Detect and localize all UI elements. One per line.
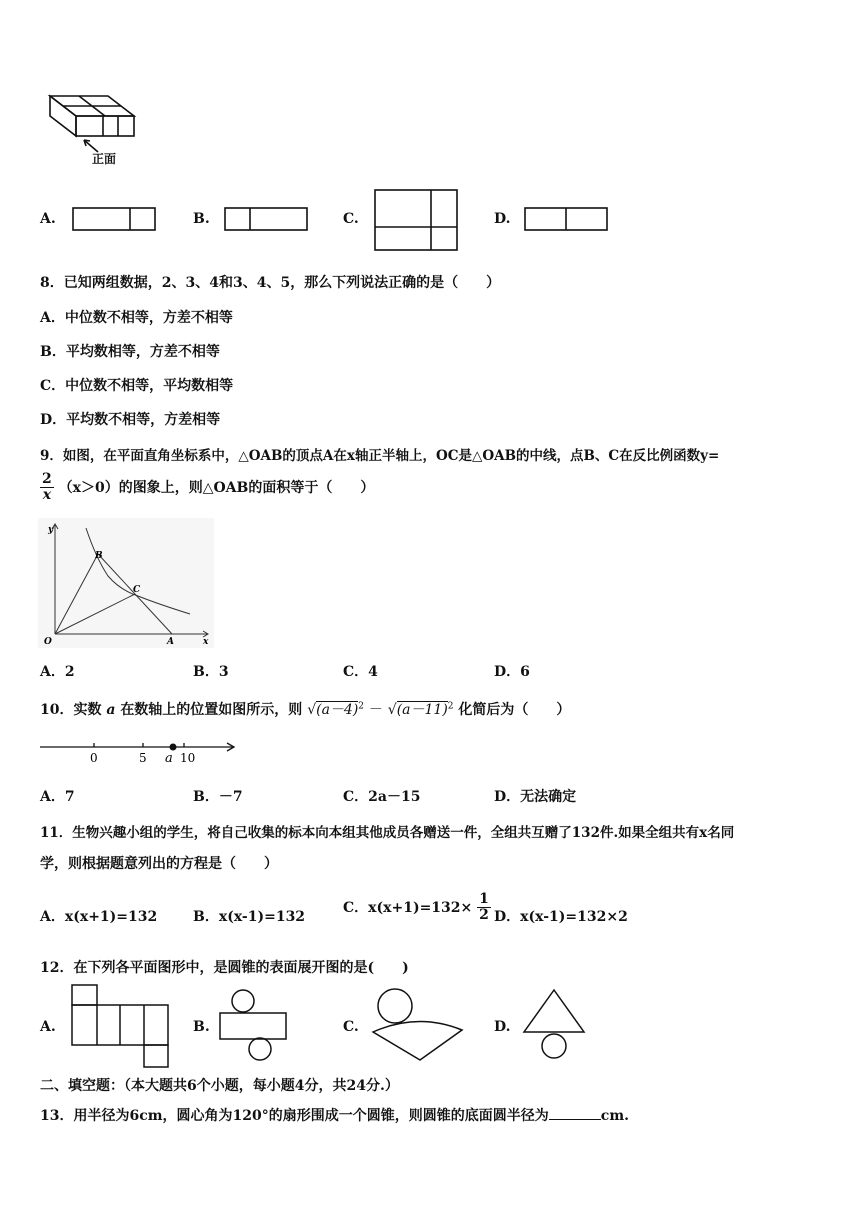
q9-graph-c-label: C — [133, 585, 141, 595]
q12-option-d-figure — [520, 988, 588, 1062]
q10-axis-label-5: 5 — [139, 751, 147, 765]
q9-option-b: B．3 — [193, 664, 229, 680]
q10-radical-1: $√(a-4)^2$ — [307, 701, 365, 718]
q10-option-c: C．2a－15 — [343, 789, 421, 805]
q7-option-a-label: A. — [40, 211, 56, 227]
q11-option-d: D．x(x-1)=132×2 — [494, 909, 628, 925]
q10-stem: 10．实数 a 在数轴上的位置如图所示，则 $√(a-4)^2 - √(a-11)^2$ 化简后为（ ） — [40, 701, 571, 718]
q9-graph-o-label: O — [44, 637, 52, 647]
q8-option-d: D．平均数不相等，方差相等 — [40, 412, 221, 428]
q10-number-line — [38, 738, 238, 768]
q10-var-a: a — [106, 702, 116, 718]
q11-option-a: A．x(x+1)=132 — [40, 909, 158, 925]
q7-option-d-label: D. — [494, 211, 511, 227]
q9-graph-a-label: A — [167, 637, 174, 647]
q10-option-a: A．7 — [40, 789, 75, 805]
q10-axis-label-a: a — [165, 751, 173, 766]
q9-graph — [38, 518, 214, 648]
q11-option-c: C．x(x+1)=132× $\frac{1}{2}$ — [343, 891, 489, 924]
q12-option-b-label: B. — [193, 1019, 210, 1035]
q10-radical-2: $√(a-11)^2$ — [387, 701, 454, 718]
q12-option-c-figure — [370, 988, 466, 1064]
q13-answer-blank[interactable] — [549, 1105, 601, 1120]
q8-option-c: C．中位数不相等，平均数相等 — [40, 378, 234, 394]
q13-stem: 13．用半径为6cm，圆心角为120°的扇形围成一个圆锥，则圆锥的底面圆半径为 cm. — [40, 1105, 629, 1125]
q8-option-b: B．平均数相等，方差不相等 — [40, 344, 220, 360]
q9-fraction — [40, 472, 54, 504]
q11-stem-line2: 学，则根据题意列出的方程是（ ） — [40, 856, 278, 872]
q7-option-b-label: B. — [193, 211, 210, 227]
q10-axis-label-0: 0 — [90, 751, 98, 765]
section2-heading: 二、填空题：（本大题共6个小题，每小题4分，共24分.） — [40, 1078, 399, 1094]
q10-axis-label-10: 10 — [180, 751, 196, 765]
q9-stem-line2 — [40, 472, 374, 504]
q11-option-c-fraction: $\frac{1}{2}$ — [479, 891, 489, 924]
q7-front-label: 正面 — [92, 152, 117, 166]
q12-option-a-figure — [68, 984, 170, 1070]
q8-option-a: A．中位数不相等，方差不相等 — [40, 310, 233, 326]
q9-option-c: C．4 — [343, 664, 378, 680]
q12-option-b-figure — [218, 988, 288, 1062]
q7-option-d-figure — [524, 207, 608, 233]
q9-fraction-numerator: 2 — [42, 471, 52, 487]
q9-stem-line1: 9．如图，在平面直角坐标系中，△OAB的顶点A在x轴正半轴上，OC是△OAB的中线，点B、C在反比例函数y= — [40, 448, 720, 464]
q9-graph-b-label: B — [95, 551, 103, 561]
q12-option-c-label: C. — [343, 1019, 359, 1035]
q7-option-b-figure — [224, 207, 308, 233]
q12-stem: 12．在下列各平面图形中，是圆锥的表面展开图的是( ) — [40, 960, 409, 976]
q7-option-c-label: C. — [343, 211, 359, 227]
q9-graph-x-label: x — [203, 637, 209, 647]
q10-option-d: D．无法确定 — [494, 789, 577, 805]
q8-stem: 8．已知两组数据，2、3、4和3、4、5，那么下列说法正确的是（ ） — [40, 275, 501, 291]
q11-stem-line1: 11．生物兴趣小组的学生，将自己收集的标本向本组其他成员各赠送一件，全组共互赠了132件.如果全组共有x名同 — [40, 825, 735, 841]
q9-graph-y-label: y — [48, 525, 54, 535]
q12-option-a-label: A. — [40, 1019, 56, 1035]
q11-option-b: B．x(x-1)=132 — [193, 909, 306, 925]
q12-option-d-label: D. — [494, 1019, 511, 1035]
q9-option-a: A．2 — [40, 664, 75, 680]
q9-option-d: D．6 — [494, 664, 530, 680]
q9-stem-line2-text: （x＞0）的图象上，则△OAB的面积等于（ ） — [58, 479, 375, 496]
q7-option-c-figure — [374, 189, 458, 253]
q9-fraction-denominator: x — [42, 487, 52, 504]
q10-option-b: B．－7 — [193, 789, 243, 805]
q7-option-a-figure — [72, 207, 156, 233]
